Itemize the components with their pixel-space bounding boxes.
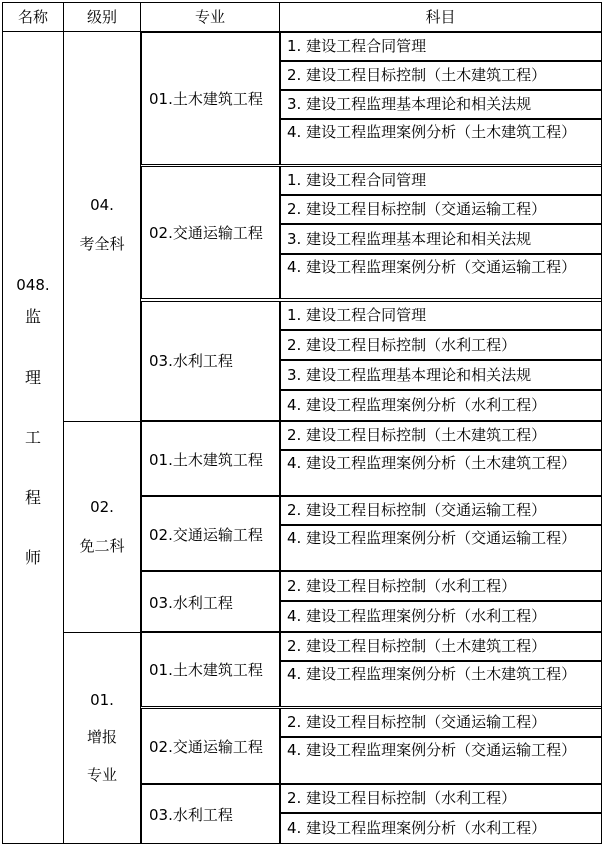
major-cell xyxy=(141,301,280,421)
subject-cell: 4. 建设工程监理案例分析（水利工程） xyxy=(280,601,602,632)
major-label: 01.土木建筑工程 xyxy=(149,90,263,108)
level-title: 增报 xyxy=(86,728,117,746)
level-title: 免二科 xyxy=(79,537,125,555)
subject-cell: 2. 建设工程目标控制（交通运输工程） xyxy=(280,496,602,525)
level-group-full xyxy=(64,32,141,421)
subject-cell: 2. 建设工程目标控制（交通运输工程） xyxy=(280,708,602,737)
major-label: 03.水利工程 xyxy=(149,594,233,612)
major-cell xyxy=(141,496,280,571)
major-cell xyxy=(141,632,280,707)
name-char: 工 xyxy=(24,428,41,447)
major-cell xyxy=(141,708,280,784)
major-label: 03.水利工程 xyxy=(149,352,233,370)
subject-cell: 4. 建设工程监理案例分析（交通运输工程） xyxy=(280,525,602,571)
subject-cell: 3. 建设工程监理基本理论和相关法规 xyxy=(280,360,602,390)
subject-cell: 2. 建设工程目标控制（土木建筑工程） xyxy=(280,61,602,90)
major-label: 01.土木建筑工程 xyxy=(149,661,263,679)
subject-cell: 2. 建设工程目标控制（土木建筑工程） xyxy=(280,632,602,661)
level-code: 02. xyxy=(90,498,114,516)
header-level: 级别 xyxy=(64,2,141,32)
name-char: 程 xyxy=(24,488,41,507)
subject-cell: 4. 建设工程监理案例分析（土木建筑工程） xyxy=(280,119,602,165)
major-cell xyxy=(141,32,280,165)
level-title: 专业 xyxy=(86,766,117,784)
subject-cell: 4. 建设工程监理案例分析（土木建筑工程） xyxy=(280,661,602,707)
header-subject: 科目 xyxy=(280,2,601,32)
subject-cell: 1. 建设工程合同管理 xyxy=(280,166,602,195)
major-cell xyxy=(141,571,280,632)
level-group-exempt xyxy=(64,421,141,632)
subject-cell: 2. 建设工程目标控制（水利工程） xyxy=(280,330,602,360)
subject-cell: 2. 建设工程目标控制（土木建筑工程） xyxy=(280,421,602,450)
name-char: 师 xyxy=(24,548,41,567)
major-cell xyxy=(141,784,280,844)
major-label: 01.土木建筑工程 xyxy=(149,451,263,469)
name-number: 048. xyxy=(16,276,50,294)
level-group-add xyxy=(64,632,141,844)
header-name: 名称 xyxy=(3,2,64,32)
name-column xyxy=(3,32,64,844)
major-cell xyxy=(141,166,280,299)
subject-cell: 4. 建设工程监理案例分析（交通运输工程） xyxy=(280,254,602,299)
level-code: 01. xyxy=(90,691,114,709)
subject-cell: 4. 建设工程监理案例分析（交通运输工程） xyxy=(280,737,602,784)
major-cell xyxy=(141,421,280,496)
level-title: 考全科 xyxy=(79,235,125,253)
subject-cell: 1. 建设工程合同管理 xyxy=(280,301,602,330)
subject-cell: 2. 建设工程目标控制（水利工程） xyxy=(280,784,602,813)
major-label: 03.水利工程 xyxy=(149,806,233,824)
subject-cell: 2. 建设工程目标控制（水利工程） xyxy=(280,571,602,601)
level-code: 04. xyxy=(90,196,114,214)
subject-cell: 4. 建设工程监理案例分析（水利工程） xyxy=(280,390,602,421)
major-label: 02.交通运输工程 xyxy=(149,224,263,242)
subject-cell: 3. 建设工程监理基本理论和相关法规 xyxy=(280,90,602,119)
header-major: 专业 xyxy=(141,2,280,32)
subject-cell: 2. 建设工程目标控制（交通运输工程） xyxy=(280,195,602,224)
name-char: 理 xyxy=(24,368,41,387)
subject-cell: 4. 建设工程监理案例分析（土木建筑工程） xyxy=(280,450,602,496)
subject-cell: 4. 建设工程监理案例分析（水利工程） xyxy=(280,813,602,844)
major-label: 02.交通运输工程 xyxy=(149,738,263,756)
subject-cell: 3. 建设工程监理基本理论和相关法规 xyxy=(280,224,602,254)
major-label: 02.交通运输工程 xyxy=(149,526,263,544)
name-char: 监 xyxy=(24,307,41,326)
subject-cell: 1. 建设工程合同管理 xyxy=(280,32,602,61)
